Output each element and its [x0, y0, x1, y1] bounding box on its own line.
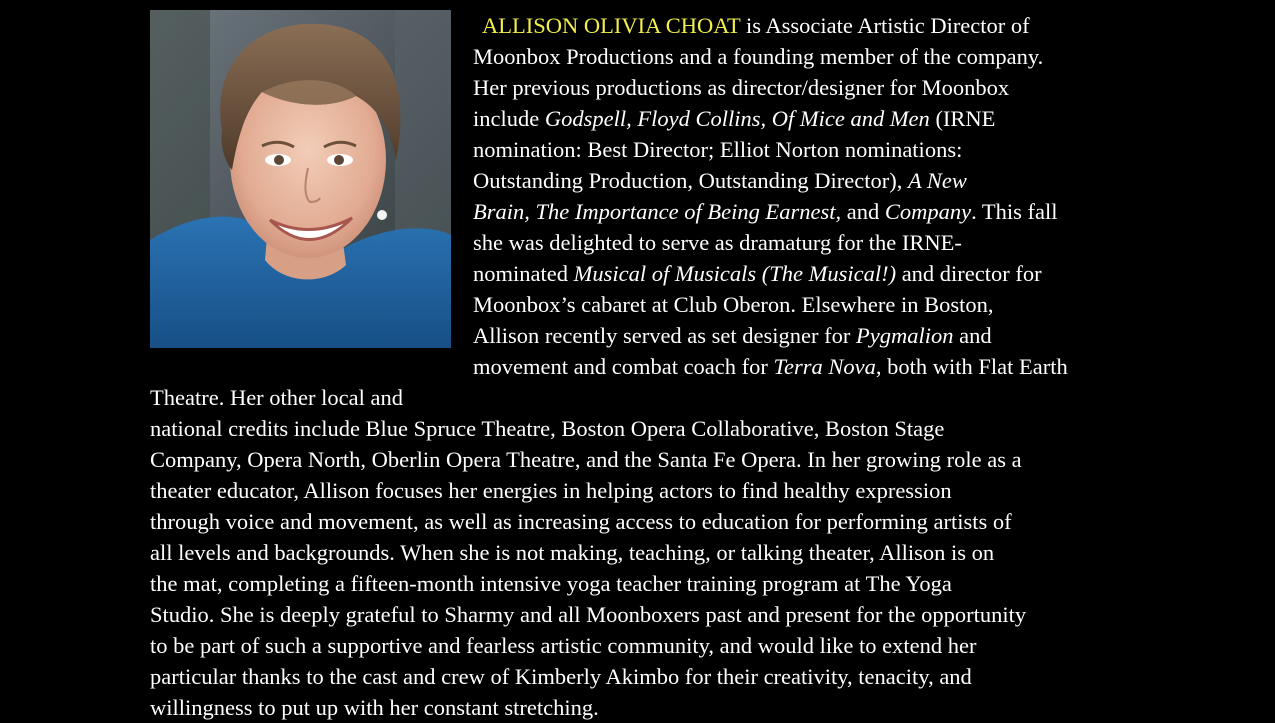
bio-text: Her previous productions as director/designer for Moonbox — [473, 75, 1010, 100]
bio-text: willingness to put up with her constant stretching. — [150, 695, 599, 720]
bio-text: movement and combat coach for — [473, 354, 774, 379]
bio-text: she was delighted to serve as dramaturg for the IRNE- — [473, 230, 962, 255]
bio-text: Moonbox’s cabaret at Club Oberon. Elsewhere in Boston, — [473, 292, 994, 317]
headshot-photo — [150, 10, 451, 348]
bio-text: and — [953, 323, 992, 348]
bio-text: national credits include Blue Spruce Theatre, Boston Opera Collaborative, Boston Stage — [150, 416, 945, 441]
bio-text: Allison recently served as set designer for — [473, 323, 857, 348]
person-name: ALLISON OLIVIA CHOAT — [482, 13, 741, 38]
bio-page — [150, 10, 1125, 723]
bio-text: , both with Flat Earth Theatre. Her other local and — [150, 354, 1068, 410]
bio-text: through voice and movement, as well as increasing access to education for performing artists of — [150, 509, 1012, 534]
bio-text: Company, Opera North, Oberlin Opera Theatre, and the Santa Fe Opera. In her growing role as a — [150, 447, 1022, 472]
production-title: Company — [884, 199, 972, 224]
bio-text: Outstanding Production, Outstanding Director), — [473, 168, 908, 193]
production-title: Terra Nova — [773, 354, 876, 379]
bio-text: nomination: Best Director; Elliot Norton nominations: — [473, 137, 963, 162]
bio-text: theater educator, Allison focuses her energies in helping actors to find healthy expression — [150, 478, 952, 503]
bio-text: nominated — [473, 261, 574, 286]
bio-text: . This fall — [971, 199, 1058, 224]
production-title: Musical of Musicals (The Musical!) — [573, 261, 897, 286]
bio-text: to be part of such a supportive and fearless artistic community, and would like to extend her — [150, 633, 977, 658]
bio-text: all levels and backgrounds. When she is not making, teaching, or talking theater, Allison is on — [150, 540, 995, 565]
production-title: A New — [907, 168, 967, 193]
bio-text: (IRNE — [929, 106, 996, 131]
bio-text: particular thanks to the cast and crew of Kimberly Akimbo for their creativity, tenacity, and — [150, 664, 972, 689]
production-title: Pygmalion — [856, 323, 954, 348]
production-titles: Brain, The Importance of Being Earnest, — [473, 199, 842, 224]
production-titles: Godspell, Floyd Collins, Of Mice and Men — [544, 106, 930, 131]
bio-text: and — [841, 199, 885, 224]
bio-text: include — [473, 106, 545, 131]
bio-text: is Associate Artistic Director of — [740, 13, 1030, 38]
bio-text: and director for — [896, 261, 1042, 286]
bio-text: Studio. She is deeply grateful to Sharmy and all Moonboxers past and present for the opportunity — [150, 602, 1027, 627]
bio-text: the mat, completing a fifteen-month intensive yoga teacher training program at The Yoga — [150, 571, 952, 596]
bio-text: Moonbox Productions and a founding member of the company. — [473, 44, 1044, 69]
